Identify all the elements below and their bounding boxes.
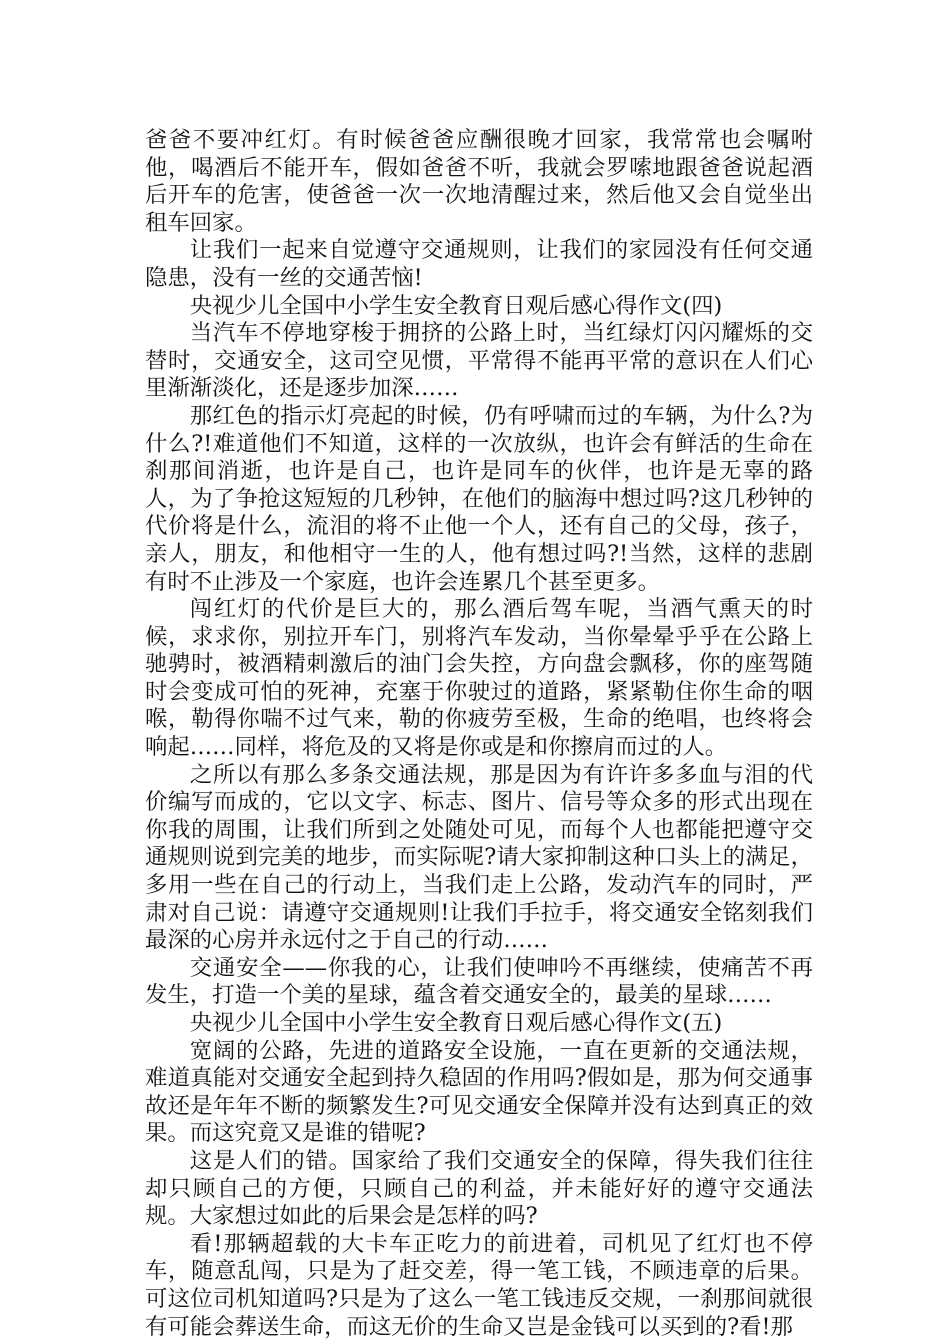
paragraph: 交通安全——你我的心，让我们使呻吟不再继续，使痛苦不再发生，打造一个美的星球，蕴含着交通安全的，最美的星球……	[145, 954, 813, 1009]
paragraph: 这是人们的错。国家给了我们交通安全的保障，得失我们往往却只顾自己的方便，只顾自己的利益，并未能好好的遵守交通法规。大家想过如此的后果会是怎样的吗?	[145, 1147, 813, 1230]
paragraph: 当汽车不停地穿梭于拥挤的公路上时，当红绿灯闪闪耀烁的交替时，交通安全，这司空见惯，平常得不能再平常的意识在人们心里渐渐淡化，还是逐步加深……	[145, 320, 813, 402]
document-body	[145, 127, 813, 1341]
paragraph: 央视少儿全国中小学生安全教育日观后感心得作文(五)	[189, 1010, 723, 1036]
paragraph: 爸爸不要冲红灯。有时候爸爸应酬很晚才回家，我常常也会嘱咐他，喝酒后不能开车，假如爸爸不听，我就会罗嗦地跟爸爸说起酒后开车的危害，使爸爸一次一次地清醒过来，然后他又会自觉坐出租车回家。	[145, 127, 813, 236]
paragraph: 央视少儿全国中小学生安全教育日观后感心得作文(四)	[189, 292, 723, 319]
paragraph: 宽阔的公路，先进的道路安全设施，一直在更新的交通法规，难道真能对交通安全起到持久稳固的作用吗?假如是，那为何交通事故还是年年不断的频繁发生?可见交通安全保障并没有达到真正的效果。而这究竟又是谁的错呢?	[145, 1037, 813, 1147]
paragraph: 让我们一起来自觉遵守交通规则，让我们的家园没有任何交通隐患，没有一丝的交通苦恼!	[145, 237, 813, 291]
paragraph: 看!那辆超载的大卡车正吃力的前进着，司机见了红灯也不停车，随意乱闯，只是为了赶交差，得一笔工钱，不顾违章的后果。可这位司机知道吗?只是为了这么一笔工钱违反交规，一刹那间就很有可能会葬送生命，而这无价的生命又岂是金钱可以买到的?看!那	[145, 1230, 813, 1340]
paragraph: 闯红灯的代价是巨大的，那么酒后驾车呢，当酒气熏天的时候，求求你，别拉开车门，别将汽车发动，当你晕晕乎乎在公路上驰骋时，被酒精刺激后的油门会失控，方向盘会飘移，你的座驾随时会变成可怕的死神，充塞于你驶过的道路，紧紧勒住你生命的咽喉，勒得你喘不过气来，勒的你疲劳至极，生命的绝唱，也终将会响起……同样，将危及的又将是你或是和你擦肩而过的人。	[145, 596, 813, 761]
paragraph: 之所以有那么多条交通法规，那是因为有许许多多血与泪的代价编写而成的，它以文字、标志、图片、信号等众多的形式出现在你我的周围，让我们所到之处随处可见，而每个人也都能把遵守交通规则说到完美的地步，而实际呢?请大家抑制这种口头上的满足，多用一些在自己的行动上，当我们走上公路，发动汽车的同时，严肃对自己说：请遵守交通规则!让我们手拉手，将交通安全铭刻我们最深的心房并永远付之于自己的行动……	[145, 761, 813, 954]
paragraph: 那红色的指示灯亮起的时候，仍有呼啸而过的车辆，为什么?为什么?!难道他们不知道，这样的一次放纵，也许会有鲜活的生命在刹那间消逝，也许是自己，也许是同车的伙伴，也许是无辜的路人，为了争抢这短短的几秒钟，在他们的脑海中想过吗?这几秒钟的代价将是什么，流泪的将不止他一个人，还有自己的父母，孩子，亲人，朋友，和他相守一生的人，他有想过吗?!当然，这样的悲剧有时不止涉及一个家庭，也许会连累几个甚至更多。	[145, 402, 813, 595]
